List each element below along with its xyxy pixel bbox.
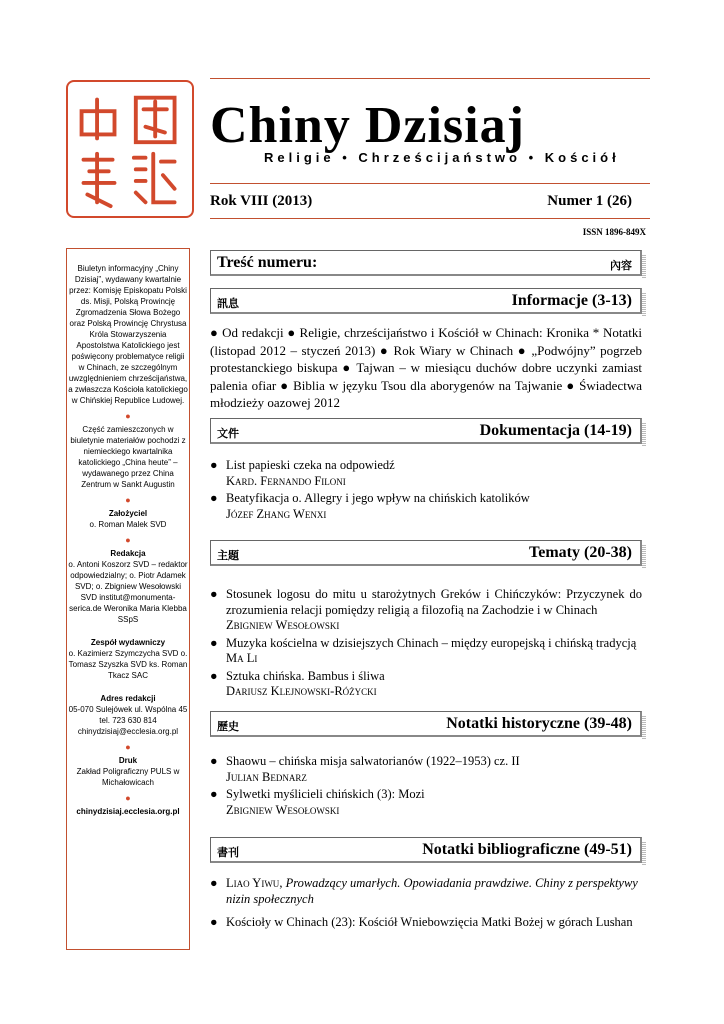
section-cjk: 文件 — [217, 427, 239, 440]
item-author: Zbigniew Wesołowski — [226, 802, 340, 817]
item-title: Stosunek logosu do mitu u starożytnych Greków i Chińczyków: Przyczynek do zrozumienia relacji pomiędzy religią a filozofią na Zachodzie i w Chinach — [226, 587, 642, 617]
list-item[interactable] — [210, 458, 642, 489]
section-bar-dokumentacja — [210, 418, 642, 444]
item-author: Józef Zhang Wenxi — [226, 506, 327, 521]
item-title: Kościoły w Chinach (23): Kościół Wniebowzięcia Matki Bożej w górach Lushan — [226, 915, 633, 929]
editorial-heading: Redakcja — [110, 549, 146, 558]
toc-bar — [210, 250, 642, 276]
section-tematy-list — [210, 587, 642, 702]
sidebar-source: Część zamieszczonych w biuletynie materiałów pochodzi z niemieckiego kwartalnika katolickiego „China heute” – wydawanego przez China Zentrum w Sankt Augustin — [70, 425, 186, 489]
bullet-icon: ● — [125, 535, 131, 545]
list-item[interactable] — [210, 787, 642, 818]
section-title[interactable]: Notatki bibliograficzne (49-51) — [422, 841, 632, 858]
sidebar-intro: Biuletyn informacyjny „Chiny Dzisiaj”, wydawany kwartalnie przez: Komisję Episkopatu Polski ds. Misji, Polską Prowincję Zgromadzenia Słowa Bożego oraz Polską Prowincję Chrystusa Króla Stowarzyszenia Apostolstwa Katolickiego jest poświęcony problematyce religii w Chinach, ze szczególnym uwzględnieniem chrześcijaństwa, a zwłaszcza Kościoła katolickiego w Chińskiej Republice Ludowej. — [68, 264, 188, 405]
item-author: Ma Li — [226, 651, 258, 665]
item-title: Beatyfikacja o. Allegry i jego wpływ na chińskich katolików — [226, 491, 530, 505]
section-cjk: 歷史 — [217, 720, 239, 733]
founder-heading: Założyciel — [108, 509, 148, 518]
section-title[interactable]: Tematy (20-38) — [529, 544, 632, 561]
bullet-icon: ● — [125, 495, 131, 505]
item-title: Shaowu – chińska misja salwatorianów (1922–1953) cz. II — [226, 754, 520, 768]
address: 05-070 Sulejówek ul. Wspólna 45 tel. 723 630 814 chinydzisiaj@ecclesia.org.pl — [68, 705, 188, 736]
seal-logo-icon — [68, 82, 192, 216]
website-link[interactable]: chinydzisiaj.ecclesia.org.pl — [76, 807, 180, 816]
print: Zakład Poligraficzny PULS w Michałowicach — [76, 767, 180, 787]
section-cjk: 書刊 — [217, 846, 239, 859]
item-author: Kard. Fernando Filoni — [226, 473, 346, 488]
list-item[interactable] — [210, 669, 642, 700]
issue-label: Numer 1 (26) — [547, 193, 632, 209]
item-title: List papieski czeka na odpowiedź — [226, 458, 395, 472]
bullet-icon: ● — [125, 742, 131, 752]
team: o. Kazimierz Szymczycha SVD o. Tomasz Szyszka SVD ks. Roman Tkacz SAC — [68, 649, 188, 680]
editorial: o. Antoni Koszorz SVD – redaktor odpowiedzialny; o. Piotr Adamek SVD; o. Zbigniew Wesołowski SVD institut@monumenta-serica.de Weronika Maria Klebba SSpS — [68, 560, 188, 624]
section-title[interactable]: Dokumentacja (14-19) — [479, 422, 632, 439]
masthead-title: Chiny Dzisiaj — [210, 97, 525, 154]
bullet-icon: ● — [210, 458, 218, 472]
list-item[interactable] — [210, 587, 642, 634]
bullet-icon: ● — [210, 668, 218, 683]
bullet-icon: ● — [210, 754, 218, 768]
seal-logo — [66, 80, 194, 218]
section-dokumentacja-list — [210, 458, 642, 524]
toc-title: Treść numeru: — [217, 254, 318, 271]
item-author: Julian Bednarz — [226, 769, 307, 784]
bullet-icon: ● — [125, 793, 131, 803]
section-bar-bibliograficzne — [210, 837, 642, 863]
list-item[interactable]: ● Liao Yiwu, Prowadzący umarłych. Opowiadania prawdziwe. Chiny z perspektywy nizin społecznych — [210, 876, 638, 906]
section-bibliograficzne-list — [210, 876, 642, 933]
list-item[interactable] — [210, 754, 642, 785]
section-informacje-text: ● Od redakcji ● Religie, chrześcijaństwo i Kościół w Chinach: Kronika * Notatki (listopad 2012 – styczeń 2013) ● Rok Wiary w Chinach ● „Podwójny” pogrzeb protestanckiego biskupa ● Tajwan – w miesiącu duchów dobre uczynki zamiast palenia ofiar ● Biblia w języku Tsou dla aborygenów na Tajwanie ● Świadectwa młodzieży oazowej 2012 — [210, 325, 642, 410]
item-title: Sylwetki myślicieli chińskich (3): Mozi — [226, 787, 425, 801]
toc-cjk: 內容 — [610, 259, 632, 272]
bullet-icon: ● — [210, 587, 218, 601]
list-item[interactable] — [210, 636, 642, 667]
section-bar-tematy — [210, 540, 642, 566]
bullet-icon: ● — [210, 491, 218, 505]
section-historyczne-list — [210, 754, 642, 820]
item-title: Prowadzący umarłych. Opowiadania prawdziwe. Chiny z perspektywy nizin społecznych — [226, 876, 638, 906]
print-heading: Druk — [118, 756, 138, 765]
top-rule — [210, 78, 650, 79]
subheader-rule — [210, 218, 650, 219]
bullet-icon: ● — [210, 787, 218, 801]
team-heading: Zespół wydawniczy — [90, 638, 166, 647]
section-title[interactable]: Notatki historyczne (39-48) — [446, 715, 632, 732]
bullet-icon: ● — [210, 915, 218, 929]
bullet-icon: ● — [210, 876, 218, 890]
section-bar-historyczne — [210, 711, 642, 737]
item-author: Zbigniew Wesołowski — [226, 618, 340, 632]
list-item[interactable] — [210, 915, 642, 931]
year-label: Rok VIII (2013) — [210, 193, 313, 209]
item-title: Muzyka kościelna w dzisiejszych Chinach – między europejską i chińską tradycją — [226, 635, 637, 650]
issn: ISSN 1896-849X — [582, 227, 646, 237]
bullet-icon: ● — [125, 411, 131, 421]
list-item[interactable] — [210, 491, 642, 522]
bullet-icon: ● — [210, 635, 218, 650]
item-author: Dariusz Klejnowski-Różycki — [226, 684, 377, 698]
tagline: Religie • Chrześcijaństwo • Kościół — [264, 150, 620, 165]
header-rule — [210, 183, 650, 184]
item-title: Sztuka chińska. Bambus i śliwa — [226, 668, 385, 683]
section-title[interactable]: Informacje (3-13) — [511, 292, 632, 309]
item-author: Liao Yiwu — [226, 876, 280, 890]
section-cjk: 訊息 — [217, 297, 239, 310]
founder: o. Roman Malek SVD — [89, 520, 167, 529]
address-heading: Adres redakcji — [100, 694, 156, 703]
section-bar-informacje — [210, 288, 642, 314]
sidebar-colophon — [66, 248, 190, 950]
section-cjk: 主題 — [217, 549, 239, 562]
